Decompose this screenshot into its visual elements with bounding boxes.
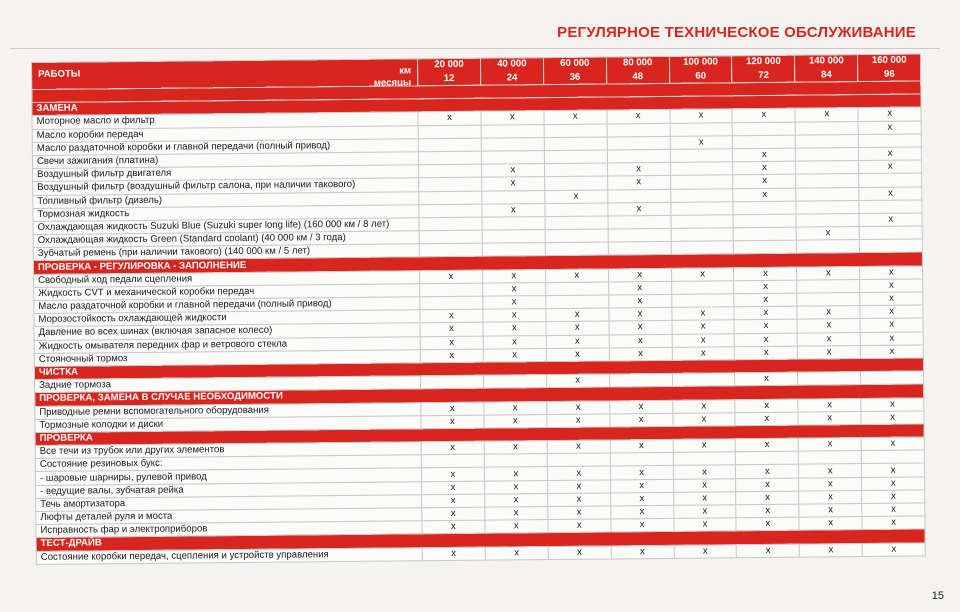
interval-mark — [418, 151, 481, 165]
interval-mark: x — [732, 109, 795, 123]
interval-mark — [482, 230, 545, 244]
section-title: ПРОВЕРКА - РЕГУЛИРОВКА - ЗАПОЛНЕНИЕ — [33, 252, 922, 274]
work-item-label: Состояние коробки передач, сцепления и устройств управления — [36, 547, 422, 564]
interval-mark — [796, 213, 859, 227]
interval-mark: x — [422, 494, 485, 508]
interval-mark — [544, 137, 607, 151]
interval-mark — [796, 134, 859, 148]
interval-mark: x — [482, 269, 545, 283]
work-item-label: Воздушный фильтр (воздушный фильтр салона, при наличии такового) — [33, 178, 419, 195]
interval-mark — [671, 241, 734, 255]
interval-mark — [420, 296, 483, 310]
interval-mark — [608, 215, 671, 229]
interval-mark: x — [547, 466, 610, 480]
interval-mark — [418, 125, 481, 139]
interval-mark: x — [547, 440, 610, 454]
work-item-label: Свечи зажигания (платина) — [32, 152, 418, 169]
interval-mark — [482, 243, 545, 257]
interval-mark — [545, 203, 608, 217]
interval-header: 140 000 84 — [795, 55, 858, 83]
work-item-label: Люфты деталей руля и моста — [36, 508, 422, 525]
interval-mark: x — [799, 504, 862, 518]
work-item-label: Все течи из трубок или других элементов — [35, 442, 421, 459]
work-item-label: - шаровые шарниры, рулевой привод — [35, 468, 421, 485]
interval-mark: x — [608, 202, 671, 216]
interval-mark: x — [797, 319, 860, 333]
interval-mark: x — [481, 164, 544, 178]
interval-mark — [607, 189, 670, 203]
interval-mark: x — [860, 332, 923, 346]
maintenance-table-container — [31, 53, 925, 569]
maintenance-table — [31, 53, 926, 564]
interval-mark: x — [862, 516, 925, 530]
interval-mark — [482, 216, 545, 230]
interval-mark: x — [734, 320, 797, 334]
interval-mark: x — [544, 110, 607, 124]
interval-mark: x — [607, 176, 670, 190]
work-item-label: Стояночный тормоз — [34, 350, 420, 367]
interval-mark — [419, 164, 482, 178]
work-item-label: Охлаждающая жидкость Suzuki Blue (Suzuki super long life) (160 000 км / 8 лет) — [33, 218, 419, 235]
interval-mark: x — [485, 520, 548, 534]
interval-mark: x — [609, 347, 672, 361]
interval-mark — [736, 451, 799, 465]
interval-mark: x — [610, 413, 673, 427]
interval-mark: x — [859, 186, 922, 200]
interval-mark — [547, 453, 610, 467]
interval-mark — [481, 151, 544, 165]
interval-mark: x — [481, 111, 544, 125]
interval-mark: x — [736, 465, 799, 479]
interval-mark — [545, 242, 608, 256]
interval-mark — [545, 216, 608, 230]
interval-mark: x — [733, 161, 796, 175]
work-item-label: Исправность фар и электроприборов — [36, 521, 422, 538]
interval-mark: x — [545, 269, 608, 283]
interval-mark: x — [482, 203, 545, 217]
interval-mark: x — [733, 188, 796, 202]
interval-mark — [419, 177, 482, 191]
interval-mark: x — [860, 345, 923, 359]
interval-mark: x — [736, 504, 799, 518]
interval-mark: x — [608, 294, 671, 308]
interval-mark: x — [737, 544, 800, 558]
interval-mark: x — [420, 349, 483, 363]
interval-mark: x — [859, 160, 922, 174]
interval-mark — [545, 229, 608, 243]
interval-mark: x — [861, 411, 924, 425]
interval-header: 100 000 60 — [669, 56, 732, 84]
interval-mark: x — [859, 213, 922, 227]
interval-mark: x — [484, 467, 547, 481]
months-label: месяцы — [373, 77, 412, 89]
interval-mark — [670, 122, 733, 136]
interval-mark: x — [860, 266, 923, 280]
interval-mark: x — [484, 401, 547, 415]
interval-mark — [733, 214, 796, 228]
table-body — [32, 94, 926, 564]
section-title: ЧИСТКА — [34, 358, 923, 380]
interval-mark: x — [859, 147, 922, 161]
section-title: ЗАМЕНА — [32, 94, 921, 116]
interval-mark: x — [546, 321, 609, 335]
interval-mark — [670, 175, 733, 189]
interval-header: 80 000 48 — [606, 56, 669, 84]
interval-mark: x — [610, 492, 673, 506]
km-label: км — [399, 65, 412, 77]
interval-mark: x — [420, 270, 483, 284]
interval-mark: x — [611, 519, 674, 533]
interval-mark — [483, 375, 546, 389]
interval-mark: x — [547, 480, 610, 494]
interval-mark: x — [736, 491, 799, 505]
interval-mark: x — [420, 323, 483, 337]
interval-mark: x — [484, 480, 547, 494]
interval-mark: x — [735, 346, 798, 360]
work-item-label: Задние тормоза — [35, 376, 421, 393]
work-item-label: Масло коробки передач — [32, 125, 418, 142]
interval-mark — [859, 226, 922, 240]
interval-mark: x — [799, 464, 862, 478]
interval-mark: x — [483, 282, 546, 296]
interval-mark: x — [607, 162, 670, 176]
interval-mark — [670, 162, 733, 176]
work-item-label: Охлаждающая жидкость Green (Standard coolant) (40 000 км / 3 года) — [33, 231, 419, 248]
interval-mark: x — [672, 399, 735, 413]
interval-mark: x — [547, 400, 610, 414]
interval-mark: x — [484, 414, 547, 428]
interval-mark: x — [483, 322, 546, 336]
interval-mark: x — [609, 308, 672, 322]
section-title: ПРОВЕРКА — [35, 424, 924, 446]
interval-mark — [862, 450, 925, 464]
interval-mark — [421, 454, 484, 468]
interval-mark — [797, 279, 860, 293]
work-item-label: Тормозные колодки и диски — [35, 415, 421, 432]
interval-mark: x — [545, 189, 608, 203]
interval-mark: x — [862, 463, 925, 477]
section-title: ПРОВЕРКА, ЗАМЕНА В СЛУЧАЕ НЕОБХОДИМОСТИ — [35, 384, 924, 406]
interval-mark: x — [861, 437, 924, 451]
interval-mark — [608, 228, 671, 242]
interval-mark — [796, 200, 859, 214]
interval-mark: x — [798, 438, 861, 452]
interval-mark — [861, 371, 924, 385]
work-item-label: Свободный ход педали сцепления — [34, 270, 420, 287]
interval-mark: x — [799, 477, 862, 491]
interval-mark — [671, 294, 734, 308]
section-title: ТЕСТ-ДРАЙВ — [36, 529, 925, 551]
interval-mark: x — [734, 293, 797, 307]
interval-mark — [419, 204, 482, 218]
interval-mark: x — [611, 545, 674, 559]
interval-mark: x — [671, 307, 734, 321]
work-item-label: Жидкость CVT и механической коробки передач — [34, 284, 420, 301]
interval-mark — [608, 242, 671, 256]
interval-mark: x — [860, 292, 923, 306]
interval-mark: x — [796, 227, 859, 241]
interval-mark: x — [734, 306, 797, 320]
interval-mark — [673, 452, 736, 466]
interval-mark: x — [798, 345, 861, 359]
interval-mark: x — [862, 477, 925, 491]
interval-mark: x — [734, 267, 797, 281]
interval-mark: x — [548, 519, 611, 533]
interval-mark: x — [421, 415, 484, 429]
interval-mark: x — [800, 543, 863, 557]
interval-mark: x — [860, 279, 923, 293]
interval-mark: x — [483, 348, 546, 362]
interval-header: 60 000 36 — [543, 57, 606, 85]
interval-mark: x — [673, 505, 736, 519]
interval-mark: x — [421, 441, 484, 455]
interval-mark: x — [735, 399, 798, 413]
interval-mark: x — [797, 306, 860, 320]
interval-mark — [544, 163, 607, 177]
interval-mark — [481, 124, 544, 138]
interval-mark: x — [671, 267, 734, 281]
interval-mark — [419, 230, 482, 244]
interval-header: 40 000 24 — [480, 58, 543, 86]
interval-mark — [546, 295, 609, 309]
page-title: РЕГУЛЯРНОЕ ТЕХНИЧЕСКОЕ ОБСЛУЖИВАНИЕ — [557, 24, 916, 41]
work-item-label: Масло раздаточной коробки и главной передачи (полный привод) — [34, 297, 420, 314]
interval-mark: x — [546, 374, 609, 388]
interval-mark — [796, 147, 859, 161]
interval-mark: x — [482, 177, 545, 191]
interval-mark — [797, 293, 860, 307]
interval-mark — [418, 138, 481, 152]
interval-mark: x — [673, 492, 736, 506]
interval-mark — [607, 123, 670, 137]
interval-mark — [482, 190, 545, 204]
interval-mark — [671, 228, 734, 242]
work-item-label: Зубчатый ремень (при наличии такового) (140 000 км / 5 лет) — [33, 244, 419, 261]
interval-mark: x — [610, 466, 673, 480]
interval-mark — [481, 137, 544, 151]
interval-mark — [419, 217, 482, 231]
interval-mark: x — [610, 439, 673, 453]
interval-mark: x — [736, 438, 799, 452]
interval-mark — [858, 134, 921, 148]
interval-mark — [859, 173, 922, 187]
interval-mark: x — [860, 318, 923, 332]
interval-mark — [607, 136, 670, 150]
interval-header: 20 000 12 — [417, 58, 480, 86]
interval-mark: x — [483, 296, 546, 310]
interval-mark: x — [862, 543, 925, 557]
work-item-label: Приводные ремни вспомогательного оборудования — [35, 402, 421, 419]
work-item-label: Морозостойкость охлаждающей жидкости — [34, 310, 420, 327]
interval-mark: x — [547, 414, 610, 428]
interval-mark: x — [797, 266, 860, 280]
interval-mark — [796, 174, 859, 188]
interval-mark: x — [670, 136, 733, 150]
interval-mark: x — [421, 402, 484, 416]
interval-mark: x — [673, 478, 736, 492]
interval-mark: x — [608, 281, 671, 295]
interval-mark: x — [422, 547, 485, 561]
interval-mark — [859, 200, 922, 214]
interval-mark: x — [485, 546, 548, 560]
interval-mark: x — [484, 441, 547, 455]
interval-mark — [734, 227, 797, 241]
interval-mark: x — [609, 334, 672, 348]
interval-mark: x — [421, 468, 484, 482]
interval-mark — [610, 453, 673, 467]
work-item-label: Тормозная жидкость — [33, 204, 419, 221]
interval-mark — [670, 201, 733, 215]
works-label: РАБОТЫ — [38, 68, 81, 80]
interval-mark — [609, 373, 672, 387]
interval-mark — [670, 188, 733, 202]
interval-mark — [544, 124, 607, 138]
work-item-label: Моторное масло и фильтр — [32, 112, 418, 129]
interval-mark — [671, 215, 734, 229]
interval-mark — [544, 176, 607, 190]
interval-mark: x — [797, 332, 860, 346]
interval-header: 120 000 72 — [732, 55, 795, 83]
interval-mark: x — [799, 517, 862, 531]
interval-mark — [672, 373, 735, 387]
interval-mark — [795, 121, 858, 135]
interval-mark: x — [861, 397, 924, 411]
interval-mark — [545, 282, 608, 296]
interval-mark — [734, 240, 797, 254]
interval-mark — [799, 451, 862, 465]
interval-mark — [798, 372, 861, 386]
interval-mark: x — [736, 517, 799, 531]
interval-mark: x — [483, 335, 546, 349]
interval-mark — [544, 150, 607, 164]
interval-mark: x — [485, 493, 548, 507]
interval-mark — [421, 375, 484, 389]
work-item-label: Состояние резиновых букс: — [35, 455, 421, 472]
work-item-label: Течь амортизатора — [36, 495, 422, 512]
interval-mark — [796, 187, 859, 201]
interval-mark: x — [735, 333, 798, 347]
page-header — [0, 0, 960, 60]
interval-mark — [733, 135, 796, 149]
interval-mark: x — [548, 546, 611, 560]
interval-mark: x — [418, 112, 481, 126]
interval-mark: x — [734, 280, 797, 294]
interval-mark — [607, 149, 670, 163]
header-rule — [10, 48, 940, 49]
interval-mark: x — [862, 490, 925, 504]
work-item-label: Масло раздаточной коробки и главной передачи (полный привод) — [32, 139, 418, 156]
interval-mark: x — [670, 109, 733, 123]
interval-mark: x — [422, 481, 485, 495]
interval-mark — [671, 281, 734, 295]
interval-mark: x — [733, 174, 796, 188]
interval-header: 160 000 96 — [858, 54, 921, 82]
interval-mark: x — [862, 503, 925, 517]
interval-mark: x — [798, 411, 861, 425]
interval-mark: x — [420, 309, 483, 323]
interval-mark: x — [672, 320, 735, 334]
interval-mark: x — [735, 372, 798, 386]
work-item-label: Воздушный фильтр двигателя — [33, 165, 419, 182]
interval-mark — [796, 161, 859, 175]
interval-mark: x — [674, 544, 737, 558]
interval-mark: x — [547, 493, 610, 507]
interval-mark: x — [736, 478, 799, 492]
interval-mark — [733, 122, 796, 136]
interval-mark: x — [609, 321, 672, 335]
work-item-label: Топливный фильтр (дизель) — [33, 191, 419, 208]
interval-mark: x — [420, 336, 483, 350]
interval-mark: x — [485, 507, 548, 521]
interval-mark: x — [422, 520, 485, 534]
interval-mark: x — [798, 398, 861, 412]
interval-mark: x — [672, 347, 735, 361]
interval-mark: x — [673, 518, 736, 532]
interval-mark: x — [608, 268, 671, 282]
interval-mark — [859, 239, 922, 253]
interval-mark: x — [795, 108, 858, 122]
interval-mark: x — [610, 479, 673, 493]
interval-mark: x — [673, 465, 736, 479]
interval-mark: x — [672, 333, 735, 347]
interval-mark — [670, 149, 733, 163]
interval-mark — [419, 243, 482, 257]
interval-mark: x — [483, 309, 546, 323]
page-number: 15 — [931, 590, 944, 602]
interval-mark: x — [610, 505, 673, 519]
interval-mark: x — [858, 107, 921, 121]
interval-mark: x — [672, 412, 735, 426]
interval-mark: x — [858, 121, 921, 135]
work-item-label: - ведущие валы, зубчатая рейка — [36, 481, 422, 498]
interval-mark: x — [799, 490, 862, 504]
interval-mark: x — [546, 335, 609, 349]
interval-mark — [733, 201, 796, 215]
interval-mark: x — [548, 506, 611, 520]
interval-mark — [797, 240, 860, 254]
interval-mark: x — [607, 110, 670, 124]
interval-mark: x — [546, 308, 609, 322]
interval-mark: x — [546, 348, 609, 362]
interval-mark: x — [733, 148, 796, 162]
interval-mark — [419, 191, 482, 205]
interval-mark: x — [735, 412, 798, 426]
interval-mark — [420, 283, 483, 297]
work-item-label: Жидкость омывателя передних фар и ветрового стекла — [34, 336, 420, 353]
interval-mark: x — [422, 507, 485, 521]
interval-mark: x — [673, 439, 736, 453]
work-item-label: Давление во всех шинах (включая запасное колесо) — [34, 323, 420, 340]
interval-mark: x — [860, 305, 923, 319]
works-header — [32, 59, 418, 90]
interval-mark — [484, 454, 547, 468]
interval-mark: x — [609, 400, 672, 414]
